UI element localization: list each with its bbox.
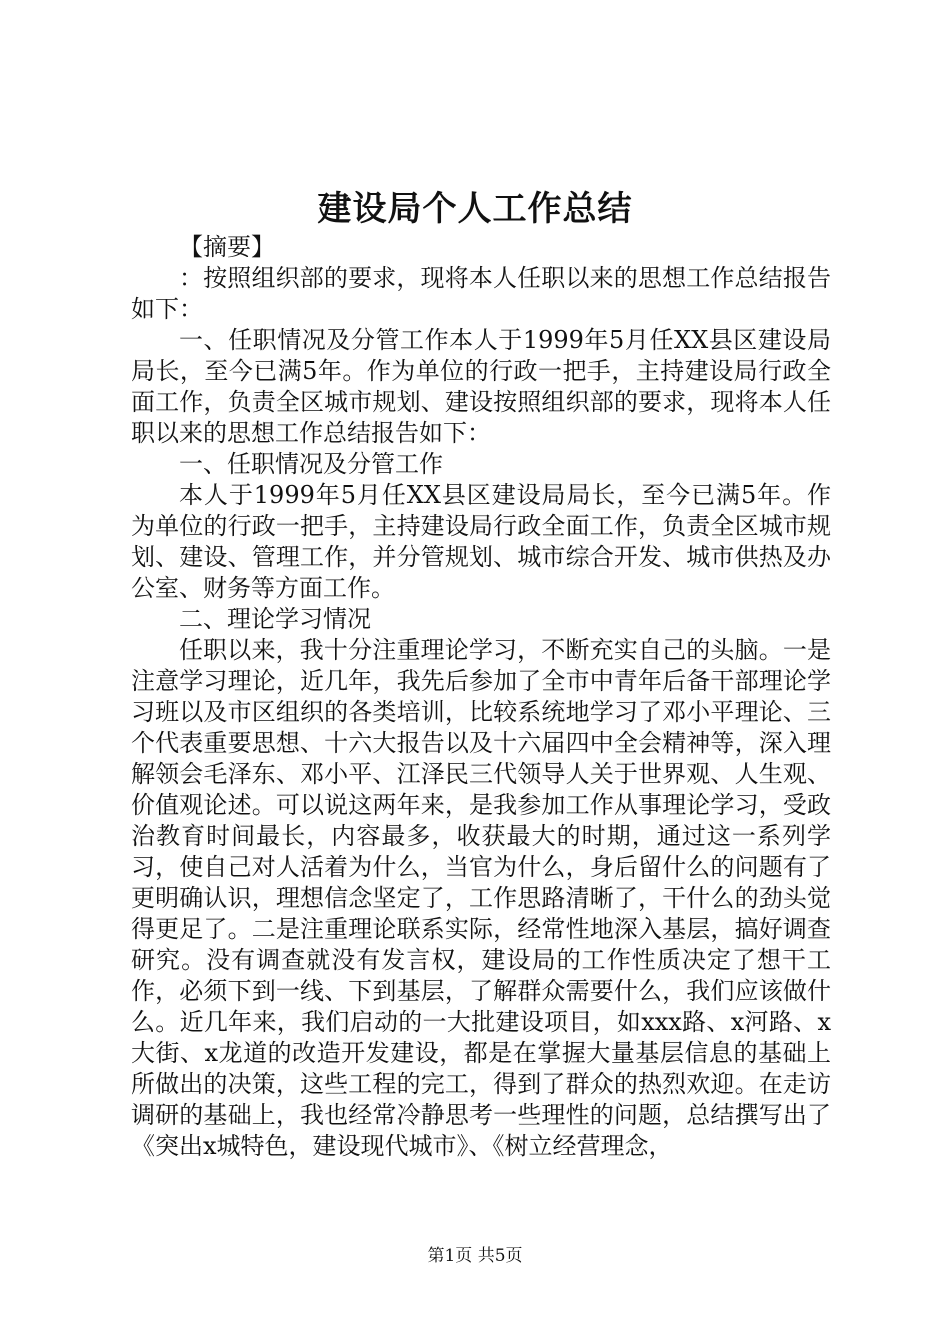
section-1-paragraph: 本人于1999年5月任XX县区建设局局长，至今已满5年。作为单位的行政一把手，主持建设局行政全面工作，负责全区城市规划、建设、管理工作，并分管规划、城市综合开发、城市供热及办公室、财务等方面工作。 (131, 481, 831, 602)
intro-paragraph: ：按照组织部的要求，现将本人任职以来的思想工作总结报告如下： (131, 264, 831, 323)
section-heading-2: 二、理论学习情况 (179, 605, 371, 633)
section-2-paragraph: 任职以来，我十分注重理论学习，不断充实自己的头脑。一是注意学习理论，近几年，我先后参加了全市中青年后备干部理论学习班以及市区组织的各类培训，比较系统地学习了邓小平理论、三个代表重要思想、十六大报告以及十六届四中全会精神等，深入理解领会毛泽东、邓小平、江泽民三代领导人关于世界观、人生观、价值观论述。可以说这两年来，是我参加工作从事理论学习，受政治教育时间最长，内容最多，收获最大的时期，通过这一系列学习，使自己对人活着为什么，当官为什么，身后留什么的问题有了更明确认识，理想信念坚定了，工作思路清晰了，干什么的劲头觉得更足了。二是注重理论联系实际，经常性地深入基层，搞好调查研究。没有调查就没有发言权，建设局的工作性质决定了想干工作，必须下到一线、下到基层，了解群众需要什么，我们应该做什么。近几年来，我们启动的一大批建设项目，如xxx路、x河路、x大街、x龙道的改造开发建设，都是在掌握大量基层信息的基础上所做出的决策，这些工程的完工，得到了群众的热烈欢迎。在走访调研的基础上，我也经常冷静思考一些理性的问题，总结撰写出了《突出x城特色，建设现代城市》、《树立经营理念， (131, 636, 831, 1160)
document-body (131, 232, 831, 1162)
section-heading-1: 一、任职情况及分管工作 (179, 450, 443, 478)
abstract-label: 【摘要】 (179, 233, 275, 261)
page-footer: 第1页 共5页 (427, 1246, 523, 1266)
document-title: 建设局个人工作总结 (317, 189, 633, 229)
summary-paragraph: 一、任职情况及分管工作本人于1999年5月任XX县区建设局局长，至今已满5年。作为单位的行政一把手，主持建设局行政全面工作，负责全区城市规划、建设按照组织部的要求，现将本人任职以来的思想工作总结报告如下： (131, 326, 831, 447)
